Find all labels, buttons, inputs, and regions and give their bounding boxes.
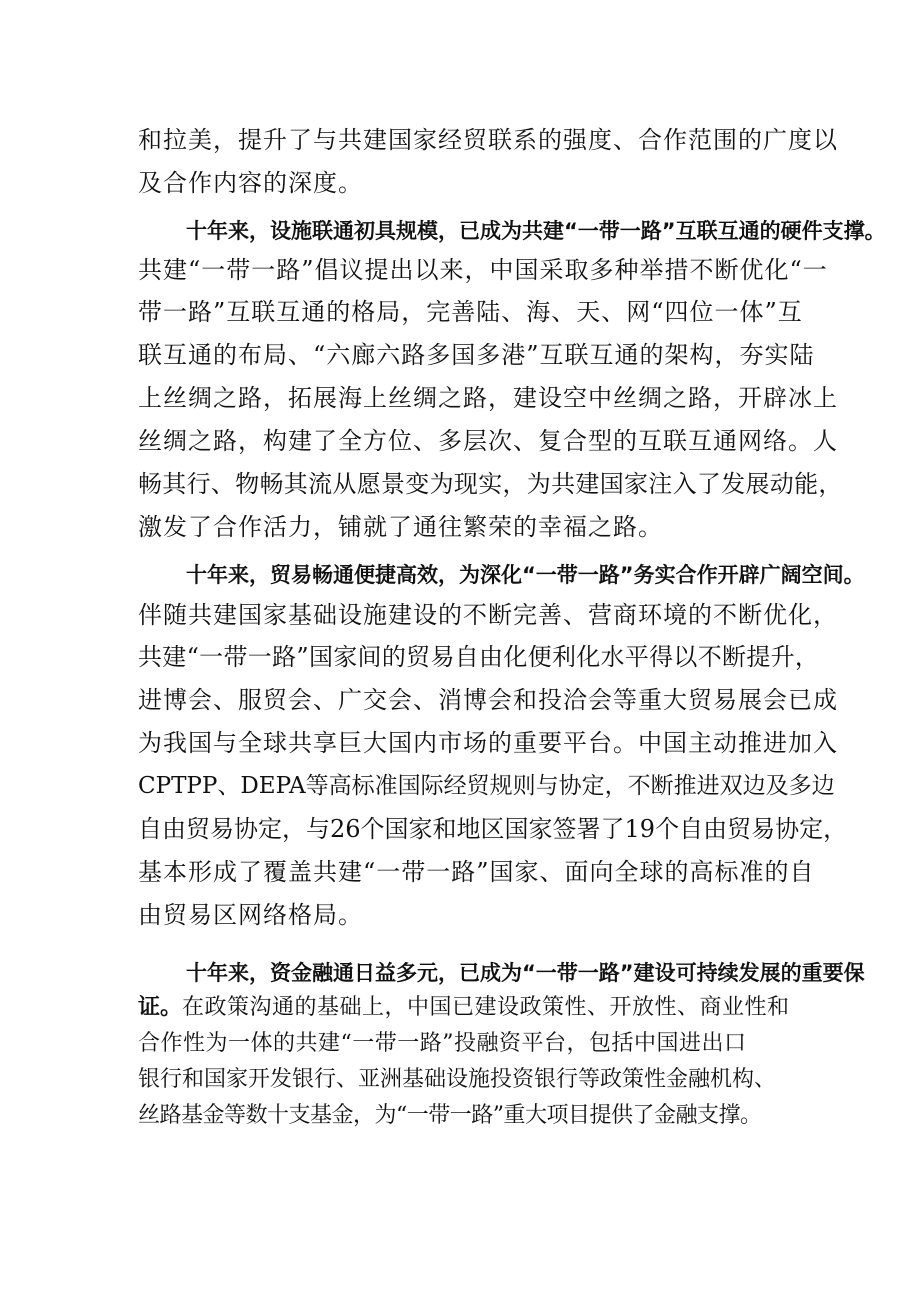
paragraph-3-line-8: 由贸易区网络格局。 [138,901,363,929]
paragraph-4-heading-part-1: 十年来，资金融通日益多元，已成为“一带一路”建设可持续发展的重要保 [186,961,865,985]
paragraph-2-line-6: 畅其行、物畅其流从愿景变为现实，为共建国家注入了发展动能， [138,470,843,498]
paragraph-3-line-6: 自由贸易协定，与26个国家和地区国家签署了19个自由贸易协定， [138,815,848,843]
paragraph-3-heading: 十年来，贸易畅通便捷高效，为深化“一带一路”务实合作开辟广阔空间。 [186,563,865,587]
paragraph-3-line-1: 伴随共建国家基础设施建设的不断完善、营商环境的不断优化， [138,601,838,629]
paragraph-1-line-2: 及合作内容的深度。 [138,169,363,197]
paragraph-4-line-1-rest: 在政策沟通的基础上，中国已建设政策性、开放性、商业性和 [182,995,790,1020]
paragraph-2-line-3: 联互通的布局、“六廊六路多国多港”互联互通的架构，夯实陆 [138,341,815,369]
paragraph-3-line-2: 共建“一带一路”国家间的贸易自由化便利化水平得以不断提升， [138,643,820,671]
paragraph-3-line-5: CPTPP、DEPA等高标准国际经贸规则与协定，不断推进双边及多边 [138,773,835,799]
paragraph-1-line-1: 和拉美，提升了与共建国家经贸联系的强度、合作范围的广度以 [138,126,838,154]
paragraph-4-line-4: 丝路基金等数十支基金，为“一带一路”重大项目提供了金融支撑。 [138,1103,762,1128]
paragraph-2-line-2: 带一路”互联互通的格局，完善陆、海、天、网“四位一体”互 [138,298,803,326]
paragraph-2-line-1: 共建“一带一路”倡议提出以来，中国采取多种举措不断优化“一 [138,256,828,284]
paragraph-4-line-3: 银行和国家开发银行、亚洲基础设施投资银行等政策性金融机构、 [138,1067,777,1092]
paragraph-3-line-4: 为我国与全球共享巨大国内市场的重要平台。中国主动推进加入 [138,729,838,757]
paragraph-3-line-3: 进博会、服贸会、广交会、消博会和投洽会等重大贸易展会已成 [138,686,838,714]
paragraph-4-line-2: 合作性为一体的共建“一带一路”投融资平台，包括中国进出口 [138,1031,747,1056]
paragraph-2-line-4: 上丝绸之路，拓展海上丝绸之路，建设空中丝绸之路，开辟冰上 [138,384,838,412]
paragraph-2-line-5: 丝绸之路，构建了全方位、多层次、复合型的互联互通网络。人 [138,427,838,455]
paragraph-3-line-7: 基本形成了覆盖共建“一带一路”国家、面向全球的高标准的自 [138,858,815,886]
paragraph-4-line-1 [138,994,798,1022]
paragraph-2-heading: 十年来，设施联通初具规模，已成为共建“一带一路”互联互通的硬件支撑。 [186,219,886,243]
paragraph-2-line-7: 激发了合作活力，铺就了通往繁荣的幸福之路。 [138,513,663,541]
paragraph-4-heading-part-2: 证。 [138,995,183,1020]
